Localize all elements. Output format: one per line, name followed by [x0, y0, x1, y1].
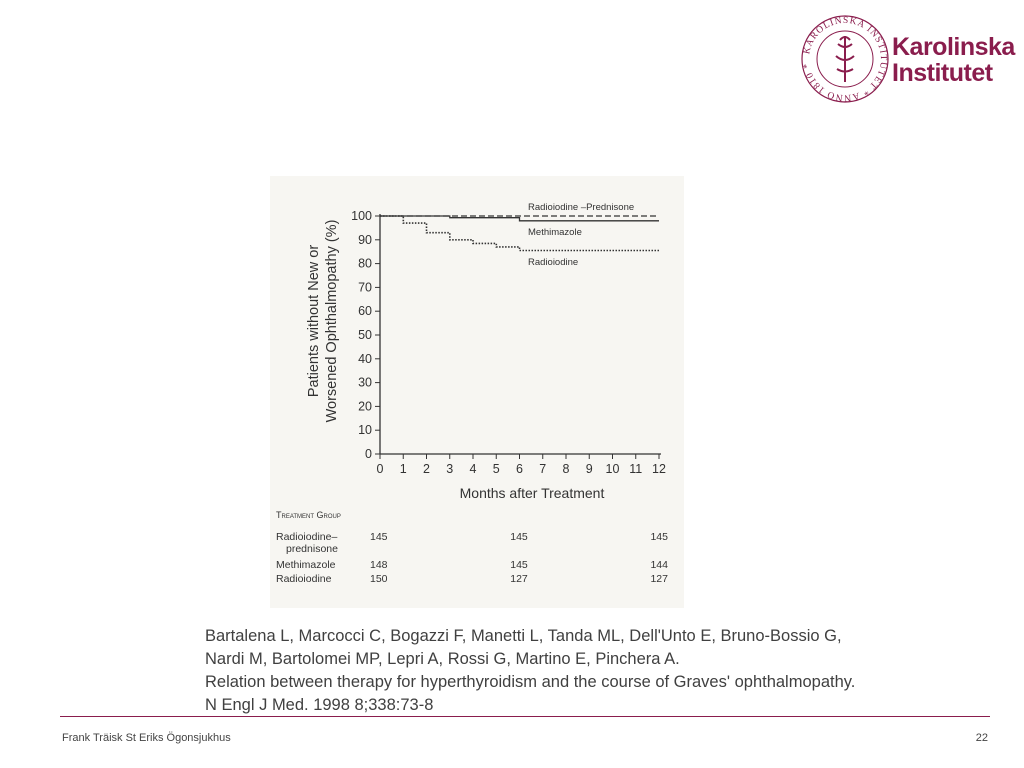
citation-journal: N Engl J Med. 1998 8;338:73-8: [205, 696, 434, 714]
legend-radioiodine: Radioiodine: [528, 257, 579, 268]
y-tick-label: 100: [351, 209, 372, 223]
logo-wordmark: [892, 34, 1015, 86]
table-row-label: Methimazole: [276, 559, 336, 571]
citation-authors-line-1: Bartalena L, Marcocci C, Bogazzi F, Manetti L, Tanda ML, Dell'Unto E, Bruno-Bossio G,: [205, 627, 842, 645]
table-cell: 148: [370, 559, 388, 571]
y-tick-label: 10: [358, 423, 372, 438]
karolinska-logo: [800, 14, 1015, 104]
table-cell: 127: [650, 573, 668, 585]
x-tick-label: 10: [605, 462, 620, 476]
page-number: 22: [975, 732, 988, 744]
table-title: Treatment Group: [276, 510, 341, 520]
x-tick-label: 0: [376, 462, 384, 476]
logo-line-1: Karolinska: [892, 33, 1015, 61]
citation: [205, 625, 1005, 717]
x-axis-label: Months after Treatment: [459, 485, 605, 501]
x-tick-label: 3: [446, 462, 454, 476]
y-tick-label: 40: [358, 351, 372, 366]
y-tick-label: 60: [358, 304, 372, 319]
x-tick-label: 7: [539, 462, 547, 476]
x-tick-label: 12: [652, 462, 666, 476]
footer-author: Frank Träisk St Eriks Ögonsjukhus: [62, 732, 231, 744]
table-row-label: Radioiodine–: [276, 531, 338, 543]
x-tick-label: 11: [629, 462, 643, 476]
y-axis-label-line-2: Worsened Ophthalmopathy (%): [324, 219, 340, 423]
legend-radioiodine-prednisone: Radioiodine –Prednisone: [528, 202, 635, 213]
x-tick-label: 6: [516, 462, 523, 476]
x-tick-label: 1: [399, 462, 407, 476]
table-cell: 145: [650, 531, 668, 543]
table-cell: 145: [510, 531, 528, 543]
table-row-label: Radioiodine: [276, 573, 332, 585]
table-cell: 144: [650, 559, 668, 571]
seal-text: KAROLINSKA INSTITUTET * ANNO 1810 *: [802, 15, 889, 103]
chart-ticks: [351, 209, 666, 476]
x-tick-label: 5: [492, 462, 500, 476]
survival-chart: [270, 176, 684, 608]
citation-title: Relation between therapy for hyperthyroidism and the course of Graves' ophthalmopathy.: [205, 673, 856, 691]
at-risk-table: [276, 510, 668, 585]
x-tick-label: 4: [469, 462, 477, 476]
y-tick-label: 0: [365, 447, 372, 461]
citation-authors-line-2: Nardi M, Bartolomei MP, Lepri A, Rossi G, Martino E, Pinchera A.: [205, 650, 680, 668]
legend-methimazole: Methimazole: [528, 227, 582, 238]
x-tick-label: 2: [423, 462, 430, 476]
table-row-label-cont: prednisone: [286, 543, 338, 555]
seal-icon: [800, 14, 890, 104]
y-tick-label: 20: [358, 399, 372, 414]
table-cell: 145: [510, 559, 528, 571]
chart-series: [380, 216, 659, 251]
table-cell: 145: [370, 531, 388, 543]
y-tick-label: 90: [358, 232, 372, 247]
y-tick-label: 50: [358, 328, 372, 342]
table-cell: 150: [370, 573, 388, 585]
table-cell: 127: [510, 573, 528, 585]
y-tick-label: 70: [358, 280, 372, 295]
survival-chart-figure: [270, 176, 684, 608]
y-axis-label-line-1: Patients without New or: [306, 244, 322, 398]
x-tick-label: 8: [562, 462, 570, 476]
x-tick-label: 9: [585, 462, 593, 476]
y-tick-label: 80: [358, 256, 372, 271]
footer-divider: [60, 716, 990, 717]
series-line-1: [380, 216, 659, 221]
logo-line-2: Institutet: [892, 59, 993, 87]
y-tick-label: 30: [358, 375, 372, 390]
